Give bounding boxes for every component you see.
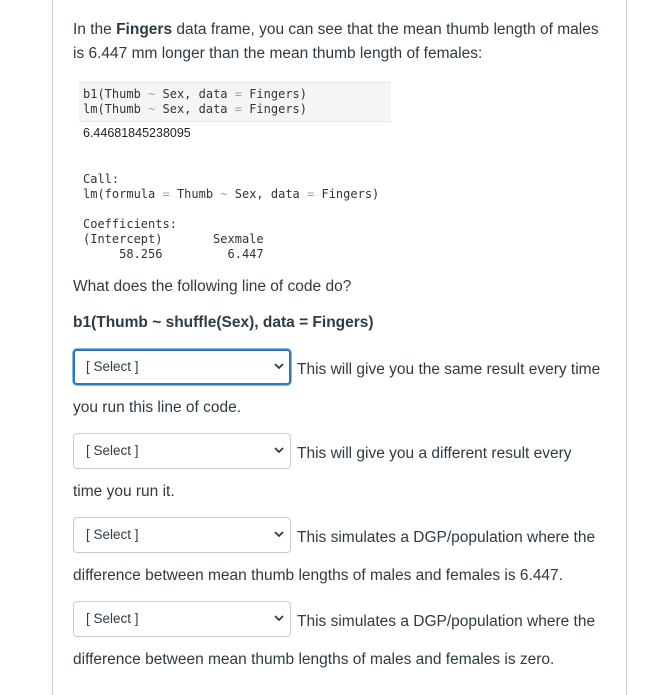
lm-call-label: Call: [83, 172, 120, 186]
select-value: [ Select ] [86, 443, 139, 458]
code-block [79, 82, 391, 122]
option-text-3: This simulates a DGP/population where the [297, 529, 596, 546]
chevron-down-icon [274, 445, 284, 455]
coef-label: Coefficients: [83, 217, 177, 231]
lm-call-line: lm(formula = Thumb ~ Sex, data = Fingers) [83, 187, 380, 201]
option-text-4-cont: difference between mean thumb lengths of males and females is zero. [73, 651, 555, 668]
coef-headers: (Intercept) Sexmale [83, 232, 264, 246]
select-dropdown-2[interactable] [73, 433, 291, 469]
select-dropdown-1[interactable] [73, 349, 291, 385]
code-line: b1(Thumb ~ Sex, data = Fingers) [83, 87, 308, 101]
option-text-1: This will give you the same result every time [297, 361, 601, 378]
select-dropdown-3[interactable] [73, 517, 291, 553]
select-dropdown-4[interactable] [73, 601, 291, 637]
code-line: lm(Thumb ~ Sex, data = Fingers) [83, 102, 308, 116]
intro-bold-dataframe: Fingers [116, 21, 173, 38]
question-text: What does the following line of code do? [73, 278, 352, 295]
output-value: 6.44681845238095 [83, 126, 191, 140]
code-question: b1(Thumb ~ shuffle(Sex), data = Fingers) [73, 314, 374, 331]
chevron-down-icon [274, 529, 284, 539]
intro-paragraph [73, 18, 613, 66]
chevron-down-icon [274, 361, 284, 371]
chevron-down-icon [274, 613, 284, 623]
right-border [626, 0, 627, 695]
left-border [52, 0, 53, 695]
intro-text-after: data frame, you can see that the mean thumb length of males is 6.447 mm longer than the mean thumb length of females: [73, 21, 599, 62]
option-text-2: This will give you a different result every [297, 445, 572, 462]
select-value: [ Select ] [86, 527, 139, 542]
select-value: [ Select ] [86, 611, 139, 626]
option-text-3-cont: difference between mean thumb lengths of males and females is 6.447. [73, 567, 563, 584]
option-text-4: This simulates a DGP/population where the [297, 613, 596, 630]
option-text-1-cont: you run this line of code. [73, 399, 242, 416]
select-value: [ Select ] [86, 359, 139, 374]
coef-values: 58.256 6.447 [83, 247, 264, 261]
intro-text-before: In the [73, 21, 117, 38]
option-text-2-cont: time you run it. [73, 483, 175, 500]
